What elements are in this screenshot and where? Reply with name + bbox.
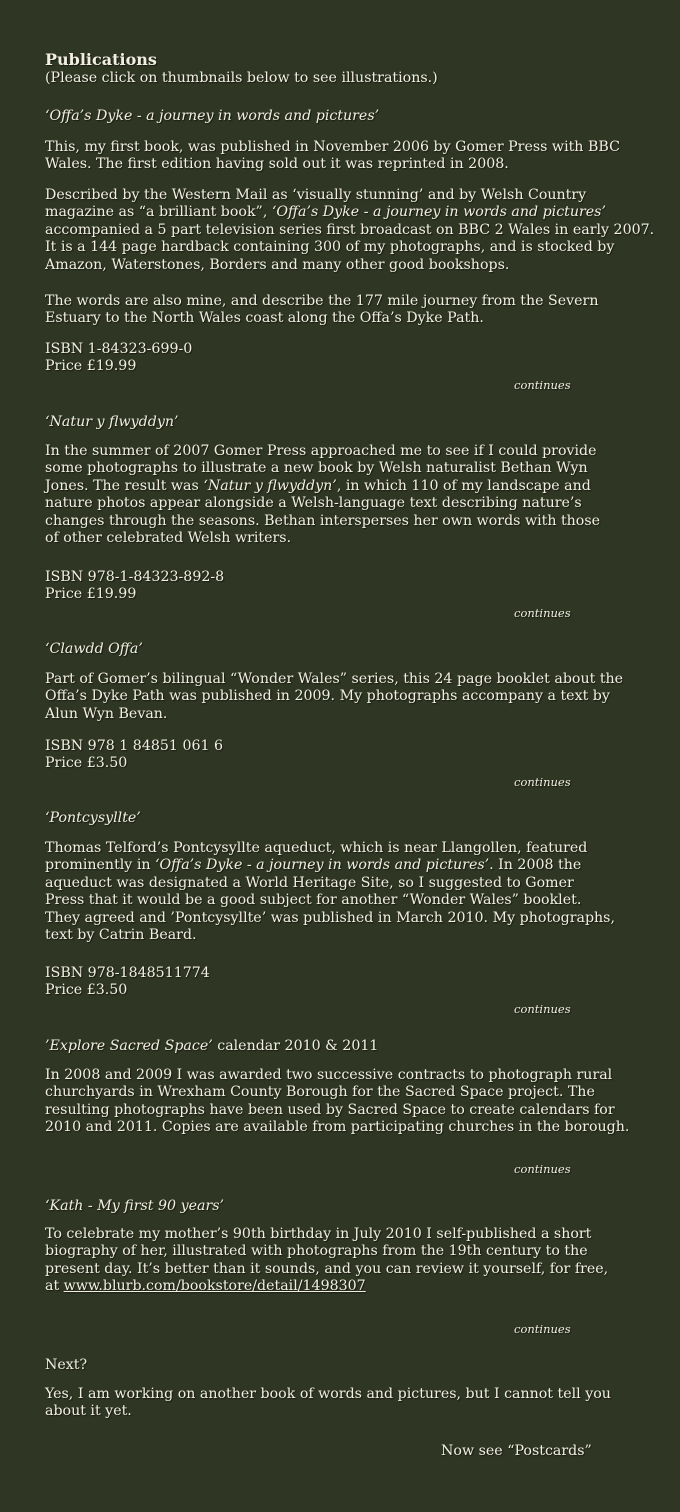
text-line: Thomas Telford’s Pontcysyllte aqueduct, which is near Llangollen, featured [45,840,588,856]
price: Price £3.50 [45,755,128,772]
text-line: Wales. The first edition having sold out it was reprinted in 2008. [45,156,509,173]
text-line: churchyards in Wrexham County Borough for the Sacred Space project. The [45,1084,595,1101]
text-line: Amazon, Waterstones, Borders and many other good bookshops. [45,256,510,273]
isbn: ISBN 978-1848511774 [45,965,210,981]
text-line: Offa’s Dyke Path was published in 2009. My photographs accompany a text by [45,688,610,705]
text-line: text by Catrin Beard. [45,927,197,944]
continues-link[interactable]: continues [514,775,571,789]
text-line: changes through the seasons. Bethan intersperses her own words with those [45,512,601,529]
heading-title: ’Explore Sacred Space’ [45,1038,213,1054]
price: Price £19.99 [45,586,137,603]
text-line: accompanied a 5 part television series first broadcast on BBC 2 Wales in early 2007. [45,221,655,238]
text-line: They agreed and ’Pontcysyllte’ was published in March 2010. My photographs, [45,909,615,926]
blurb-link[interactable]: www.blurb.com/bookstore/detail/1498307 [63,1278,366,1295]
section-heading-pontcysyllte[interactable]: ‘Pontcysyllte’ [45,810,141,826]
text-line: Alun Wyn Bevan. [45,705,168,722]
isbn-price [45,569,640,604]
text-line: aqueduct was designated a World Heritage Site, so I suggested to Gomer [45,874,574,891]
text-fragment: , in which 110 of my landscape and [336,477,591,494]
page-subtitle: (Please click on thumbnails below to see illustrations.) [45,70,438,86]
isbn: ISBN 978-1-84323-892-8 [45,569,225,585]
text-fragment: prominently in [45,857,156,874]
paragraph [45,1226,640,1296]
price: Price £19.99 [45,358,137,375]
text-line: 2010 and 2011. Copies are available from participating churches in the borough. [45,1119,630,1136]
heading-suffix: calendar 2010 & 2011 [212,1038,379,1054]
text-line: In 2008 and 2009 I was awarded two successive contracts to photograph rural [45,1067,613,1083]
isbn-price [45,738,640,773]
page-title: Publications [45,50,157,69]
text-line: The words are also mine, and describe the 177 mile journey from the Severn [45,293,599,309]
text-line: It is a 144 page hardback containing 300 of my photographs, and is stocked by [45,239,615,256]
isbn-price [45,965,640,1000]
section-heading-sacred-space[interactable] [45,1038,640,1055]
section-heading-natur[interactable]: ‘Natur y flwyddyn’ [45,414,179,430]
continues-link[interactable]: continues [514,1002,571,1016]
paragraph [45,671,640,723]
continues-link[interactable]: continues [514,1322,571,1336]
postcards-link[interactable]: Now see “Postcards” [441,1443,592,1459]
text-line: Yes, I am working on another book of words and pictures, but I cannot tell you [45,1386,611,1402]
text-line: This, my first book, was published in November 2006 by Gomer Press with BBC [45,139,620,155]
paragraph [45,293,640,328]
text-fragment: magazine as “a brilliant book”, [45,204,272,221]
section-heading-offas-dyke[interactable]: ‘Offa’s Dyke - a journey in words and pictures’ [45,108,380,124]
text-line: biography of her, illustrated with photographs from the 19th century to the [45,1243,588,1260]
section-heading-kath[interactable]: ‘Kath - My first 90 years’ [45,1198,225,1214]
text-line [45,1278,640,1295]
text-line: present day. It’s better than it sounds, and you can review it yourself, for free, [45,1260,609,1277]
book-title-ref: ‘Offa’s Dyke - a journey in words and pictures’ [271,204,606,221]
continues-link[interactable]: continues [514,606,571,620]
section-heading-clawdd-offa[interactable]: ‘Clawdd Offa’ [45,641,143,657]
book-title-ref: ‘Offa’s Dyke - a journey in words and pictures’ [155,857,490,874]
book-title-ref: ‘Natur y flwyddyn’ [203,477,337,494]
text-line [45,857,640,874]
text-line: To celebrate my mother’s 90th birthday in July 2010 I self-published a short [45,1226,592,1242]
text-line: Part of Gomer’s bilingual “Wonder Wales” series, this 24 page booklet about the [45,671,624,687]
text-line: Estuary to the North Wales coast along the Offa’s Dyke Path. [45,310,484,327]
isbn-price [45,341,640,376]
paragraph [45,139,640,174]
text-line: In the summer of 2007 Gomer Press approached me to see if I could provide [45,443,597,459]
next-heading: Next? [45,1357,88,1373]
continues-link[interactable]: continues [514,378,571,392]
text-fragment: . In 2008 the [489,857,582,874]
continues-link[interactable]: continues [514,1162,571,1176]
text-line [45,478,640,495]
price: Price £3.50 [45,982,128,999]
paragraph [45,840,640,944]
text-line [45,204,640,221]
text-line: Described by the Western Mail as ‘visually stunning’ and by Welsh Country [45,187,587,203]
text-line: some photographs to illustrate a new book by Welsh naturalist Bethan Wyn [45,460,588,477]
isbn: ISBN 1-84323-699-0 [45,341,193,357]
paragraph [45,187,655,274]
text-fragment: at [45,1278,64,1295]
paragraph [45,1067,640,1137]
isbn: ISBN 978 1 84851 061 6 [45,738,224,754]
paragraph [45,443,640,547]
text-line: about it yet. [45,1403,132,1420]
paragraph [45,1386,640,1421]
text-fragment: Jones. The result was [45,477,204,494]
text-line: nature photos appear alongside a Welsh-language text describing nature’s [45,495,582,512]
text-line: of other celebrated Welsh writers. [45,530,292,547]
text-line: Press that it would be a good subject for another “Wonder Wales” booklet. [45,892,582,909]
text-line: resulting photographs have been used by Sacred Space to create calendars for [45,1101,615,1118]
